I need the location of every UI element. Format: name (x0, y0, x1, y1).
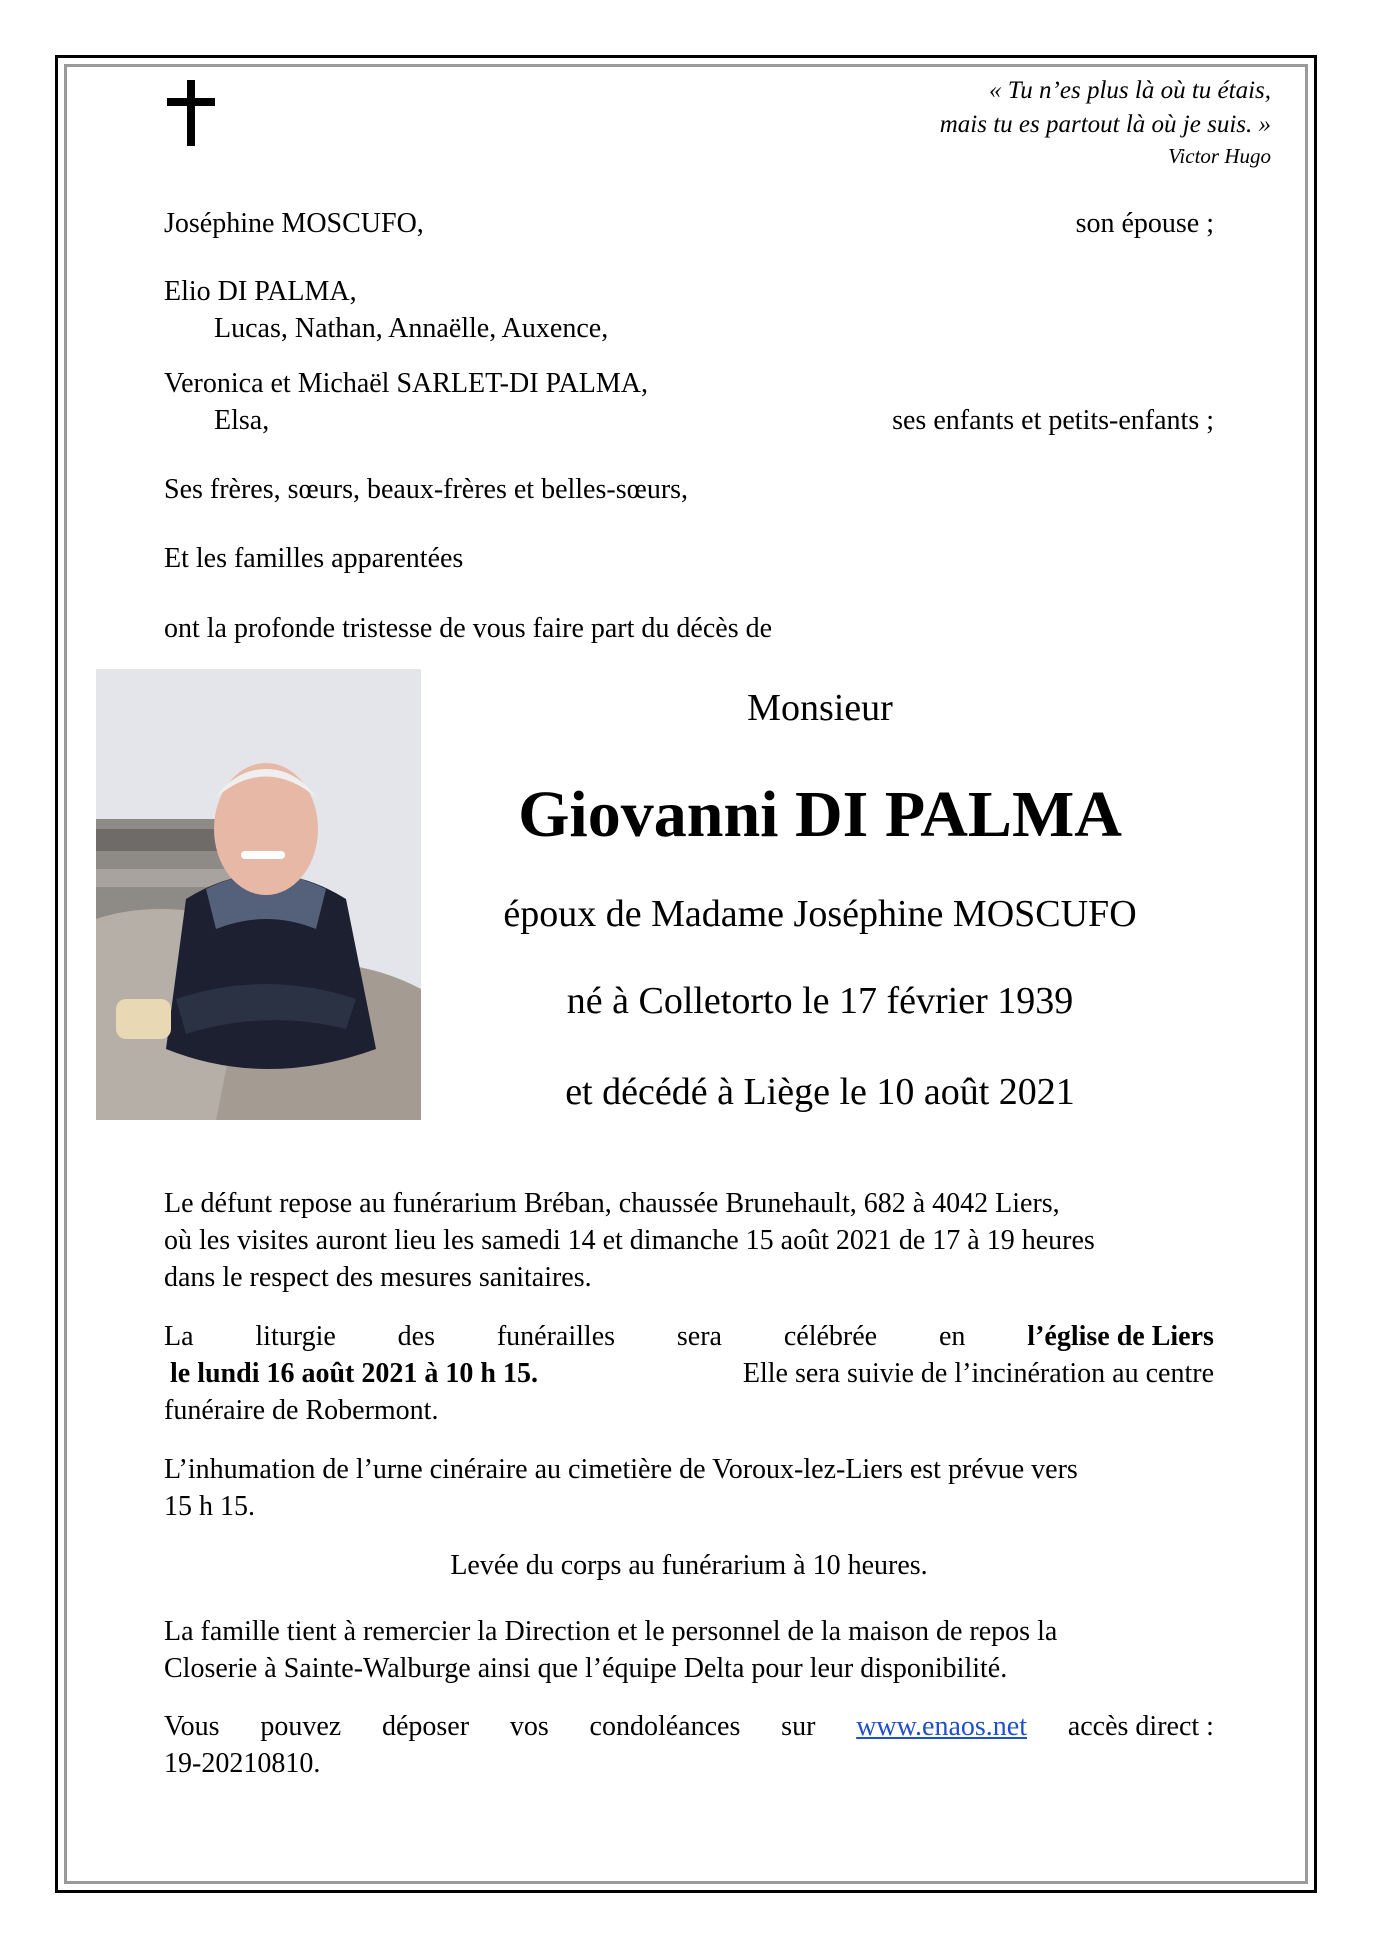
condolences-website-link[interactable]: www.enaos.net (856, 1711, 1028, 1742)
inhumation-line-1: L’inhumation de l’urne cinéraire au cimetière de Voroux-lez-Liers est prévue vers (164, 1454, 1078, 1485)
condolences-word: vos (509, 1711, 549, 1742)
liturgy-word: en (938, 1321, 966, 1352)
quote-line-2: mais tu es partout là où je suis. » (939, 111, 1271, 138)
paragraph-liturgy (164, 1318, 1214, 1429)
inhumation-line-2: 15 h 15. (164, 1491, 255, 1522)
paragraph-thanks (164, 1613, 1214, 1687)
child-2-grandchildren: Elsa, (214, 405, 270, 436)
children-role: ses enfants et petits-enfants ; (892, 405, 1214, 436)
child-1-grandchildren: Lucas, Nathan, Annaëlle, Auxence, (214, 313, 609, 344)
paragraph-inhumation (164, 1451, 1214, 1525)
liturgy-line-3: funéraire de Robermont. (164, 1395, 439, 1426)
siblings-line: Ses frères, sœurs, beaux-frères et belles-sœurs, (164, 474, 689, 505)
funerarium-line-3: dans le respect des mesures sanitaires. (164, 1262, 592, 1293)
spouse-name: Joséphine MOSCUFO, (164, 208, 424, 239)
condolences-word: pouvez (260, 1711, 342, 1742)
thanks-line-1: La famille tient à remercier la Direction et le personnel de la maison de repos la (164, 1616, 1058, 1647)
child-1-name: Elio DI PALMA, (164, 276, 357, 307)
paragraph-funerarium (164, 1185, 1214, 1296)
liturgy-word: liturgie (255, 1321, 336, 1352)
levee-line: Levée du corps au funérarium à 10 heures. (450, 1550, 928, 1581)
paragraph-condolences (164, 1708, 1214, 1782)
funerarium-line-2: où les visites auront lieu les samedi 14 et dimanche 15 août 2021 de 17 à 19 heures (164, 1225, 1095, 1256)
liturgy-line-2 (164, 1355, 1214, 1392)
condolences-line-1 (164, 1708, 1214, 1745)
liturgy-word: des (397, 1321, 435, 1352)
church-name: l’église de Liers (1027, 1321, 1214, 1352)
liturgy-line-1 (164, 1318, 1214, 1355)
announcement-line: ont la profonde tristesse de vous faire part du décès de (164, 613, 773, 644)
funerarium-line-1: Le défunt repose au funérarium Bréban, chaussée Brunehault, 682 à 4042 Liers, (164, 1188, 1060, 1219)
direct-access-code: 19-20210810. (164, 1748, 321, 1779)
deceased-spouse: époux de Madame Joséphine MOSCUFO (503, 893, 1137, 935)
condolences-word: Vous (164, 1711, 220, 1742)
spouse-role: son épouse ; (1075, 208, 1214, 239)
child-2-name: Veronica et Michaël SARLET-DI PALMA, (164, 368, 648, 399)
relatives-line: Et les familles apparentées (164, 543, 464, 574)
epigraph-quote (940, 74, 1271, 170)
deceased-death: et décédé à Liège le 10 août 2021 (565, 1071, 1075, 1113)
liturgy-word: La (164, 1321, 194, 1352)
condolences-word: déposer (381, 1711, 470, 1742)
liturgy-continuation: Elle sera suivie de l’incinération au centre (742, 1358, 1214, 1389)
portrait-photo (96, 669, 421, 1120)
deceased-name: Giovanni DI PALMA (518, 778, 1122, 851)
condolences-word: condoléances (589, 1711, 741, 1742)
paragraph-levee (164, 1547, 1214, 1584)
liturgy-word: célébrée (783, 1321, 878, 1352)
cross-icon (167, 80, 215, 146)
thanks-line-2: Closerie à Sainte-Walburge ainsi que l’équipe Delta pour leur disponibilité. (164, 1653, 1008, 1684)
liturgy-date-time: le lundi 16 août 2021 à 10 h 15. (170, 1358, 538, 1389)
quote-line-1: « Tu n’es plus là où tu étais, (989, 77, 1271, 104)
liturgy-word: sera (676, 1321, 722, 1352)
condolences-word: sur (781, 1711, 816, 1742)
deceased-title: Monsieur (747, 687, 893, 729)
deceased-birth: né à Colletorto le 17 février 1939 (566, 980, 1074, 1022)
quote-author: Victor Hugo (1168, 144, 1271, 168)
direct-access-label: accès direct : (1067, 1711, 1214, 1742)
liturgy-word: funérailles (496, 1321, 616, 1352)
